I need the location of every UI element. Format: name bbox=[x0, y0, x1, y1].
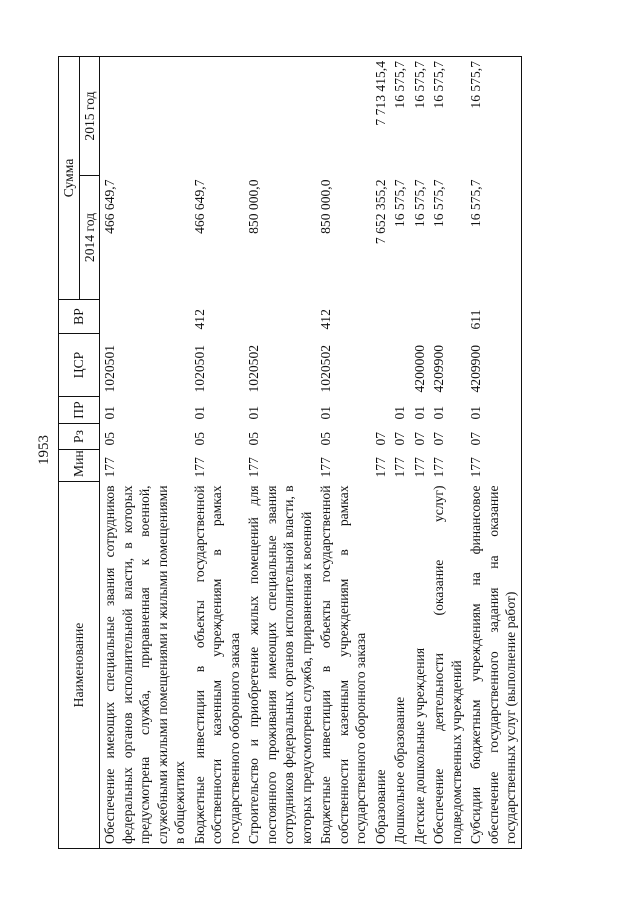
row-pr bbox=[371, 397, 391, 424]
row-rz: 07 bbox=[372, 431, 388, 446]
row-sum-2015: 16 575,7 bbox=[466, 57, 521, 176]
row-min: 177 bbox=[102, 457, 117, 478]
row-rz: 05 bbox=[191, 431, 207, 446]
row-min: 177 bbox=[191, 457, 207, 478]
row-name: Бюджетные инвестиции в объекты государственной собственности казенным учреждениям в рамках государственного оборонного заказа bbox=[316, 482, 371, 849]
row-csr: 1020502 bbox=[246, 344, 261, 393]
row-csr: 1020501 bbox=[102, 344, 117, 393]
row-csr: 4209900 bbox=[466, 334, 521, 397]
row-name: Образование bbox=[371, 482, 391, 849]
row-rz: 05 bbox=[318, 431, 333, 446]
header-sum: Сумма bbox=[59, 57, 80, 300]
row-pr: 01 bbox=[318, 405, 333, 420]
table-row bbox=[100, 57, 190, 849]
row-name: Обеспечение деятельности (оказание услуг) подведомственных учреждений bbox=[429, 482, 466, 849]
row-pr: 01 bbox=[411, 405, 427, 420]
row-min: 177 bbox=[372, 457, 388, 478]
row-sum-2015 bbox=[316, 57, 371, 176]
row-csr: 4209900 bbox=[431, 344, 446, 393]
row-min: 177 bbox=[318, 457, 333, 478]
table-body bbox=[100, 57, 522, 849]
row-min: 177 bbox=[392, 457, 407, 478]
header-vr: ВР bbox=[59, 300, 100, 334]
row-sum-2014: 466 649,7 bbox=[191, 179, 207, 234]
table-row bbox=[410, 57, 430, 849]
header-min: Мин bbox=[59, 450, 100, 482]
header-csr: ЦСР bbox=[59, 334, 100, 397]
row-rz: 07 bbox=[466, 424, 521, 450]
header-rz: Рз bbox=[59, 424, 100, 450]
row-min: 177 bbox=[431, 457, 446, 478]
row-name: Строительство и приобретение жилых помещений для постоянного проживания имеющих специальные звания сотрудников федеральных органов исполнительной власти, в которых предусмотрена служба, приравненная к военной bbox=[244, 482, 316, 849]
row-sum-2015: 7 713 415,4 bbox=[371, 57, 391, 176]
row-csr bbox=[390, 334, 410, 397]
row-vr bbox=[100, 300, 190, 334]
row-sum-2015 bbox=[100, 57, 190, 176]
row-csr: 4200000 bbox=[411, 344, 427, 393]
row-vr bbox=[371, 300, 391, 334]
table-row bbox=[190, 57, 245, 849]
table-row bbox=[466, 57, 521, 849]
row-rz: 07 bbox=[431, 431, 446, 446]
table-row bbox=[316, 57, 371, 849]
row-vr bbox=[429, 300, 466, 334]
row-sum-2015: 16 575,7 bbox=[429, 57, 466, 176]
table-header bbox=[59, 57, 100, 849]
row-name: Субсидии бюджетным учреждениям на финансовое обеспечение государственного задания на оказание государственных услуг (выполнение работ) bbox=[466, 482, 521, 849]
row-vr bbox=[390, 300, 410, 334]
budget-table bbox=[58, 56, 522, 849]
row-sum-2014: 7 652 355,2 bbox=[372, 179, 388, 245]
header-year-2014: 2014 год bbox=[79, 176, 100, 300]
row-name: Обеспечение имеющих специальные звания сотрудников федеральных органов исполнительной власти, в которых предусмотрена служба, приравненная к военной, служебными жилыми помещениями и жилыми помещениями в общежитиях bbox=[100, 482, 190, 849]
page-number: 1953 bbox=[36, 435, 52, 465]
row-pr: 01 bbox=[246, 405, 261, 420]
row-pr: 01 bbox=[102, 405, 117, 420]
row-vr: 412 bbox=[318, 309, 333, 330]
row-sum-2014: 16 575,7 bbox=[431, 179, 446, 228]
row-name: Дошкольное образование bbox=[390, 482, 410, 849]
row-vr: 611 bbox=[466, 300, 521, 334]
row-name: Детские дошкольные учреждения bbox=[410, 482, 430, 849]
row-min: 177 bbox=[246, 457, 261, 478]
row-sum-2014: 16 575,7 bbox=[411, 179, 427, 228]
row-min: 177 bbox=[466, 450, 521, 482]
row-sum-2015 bbox=[190, 57, 245, 176]
row-rz: 05 bbox=[102, 431, 117, 446]
row-pr: 01 bbox=[392, 405, 407, 420]
header-pr: ПР bbox=[59, 397, 100, 424]
row-sum-2014: 16 575,7 bbox=[466, 176, 521, 300]
row-csr: 1020502 bbox=[318, 344, 333, 393]
row-pr: 01 bbox=[431, 405, 446, 420]
row-vr: 412 bbox=[191, 309, 207, 330]
table-row bbox=[390, 57, 410, 849]
row-vr bbox=[244, 300, 316, 334]
row-sum-2015 bbox=[244, 57, 316, 176]
row-sum-2014: 850 000,0 bbox=[318, 179, 333, 234]
row-csr: 1020501 bbox=[191, 344, 207, 393]
row-sum-2014: 466 649,7 bbox=[102, 179, 117, 234]
row-pr: 01 bbox=[191, 405, 207, 420]
row-pr: 01 bbox=[466, 397, 521, 424]
row-name: Бюджетные инвестиции в объекты государственной собственности казенным учреждениям в рамках государственного оборонного заказа bbox=[190, 482, 245, 849]
row-rz: 07 bbox=[392, 431, 407, 446]
row-rz: 07 bbox=[411, 431, 427, 446]
header-year-2015: 2015 год bbox=[79, 57, 100, 176]
row-sum-2014: 16 575,7 bbox=[392, 179, 407, 228]
table-row bbox=[371, 57, 391, 849]
row-min: 177 bbox=[411, 457, 427, 478]
row-rz: 05 bbox=[246, 431, 261, 446]
row-sum-2015: 16 575,7 bbox=[390, 57, 410, 176]
table-row bbox=[244, 57, 316, 849]
row-vr bbox=[410, 300, 430, 334]
row-csr bbox=[371, 334, 391, 397]
row-sum-2014: 850 000,0 bbox=[246, 179, 261, 234]
row-sum-2015: 16 575,7 bbox=[410, 57, 430, 176]
header-name: Наименование bbox=[59, 482, 100, 849]
table-row bbox=[429, 57, 466, 849]
